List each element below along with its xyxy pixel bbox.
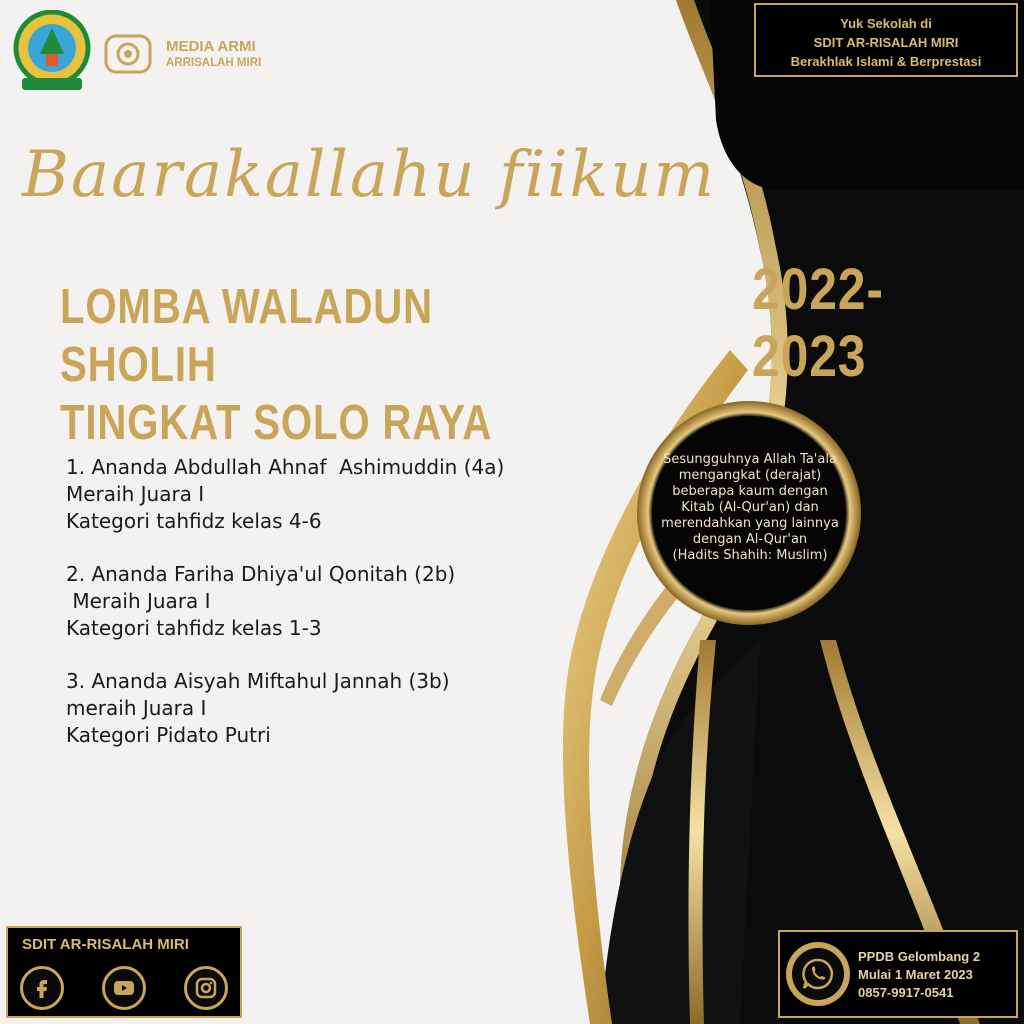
youtube-icon[interactable]: [102, 966, 146, 1010]
winner-category: Kategori tahfidz kelas 4-6: [66, 509, 322, 533]
quote-line-1: Sesungguhnya Allah Ta'ala: [663, 452, 837, 467]
ppdb-text: [858, 948, 980, 1002]
event-line-2: TINGKAT SOLO RAYA: [60, 396, 493, 450]
media-armi-text: [166, 38, 261, 72]
ppdb-line-1: PPDB Gelombang 2: [858, 949, 981, 964]
quote-line-3: beberapa kaum dengan: [672, 484, 828, 499]
list-item: [66, 561, 504, 642]
media-brand: MEDIA ARMI: [166, 38, 256, 55]
banner-line-1: Yuk Sekolah di: [840, 16, 932, 31]
year-label: 2022-2023: [752, 257, 884, 389]
ppdb-line-2: Mulai 1 Maret 2023: [858, 967, 973, 982]
winner-category: Kategori tahfidz kelas 1-3: [66, 616, 322, 640]
winner-rank: Meraih Juara I: [66, 589, 211, 613]
banner-line-2: SDIT AR-RISALAH MIRI: [813, 35, 959, 50]
whatsapp-icon[interactable]: [786, 942, 850, 1006]
ppdb-phone[interactable]: 0857-9917-0541: [858, 985, 954, 1000]
quote-line-2: mengangkat (derajat): [678, 468, 822, 483]
social-box: [6, 926, 242, 1018]
quote-line-5: merendahkan yang lainnya: [661, 516, 839, 531]
greeting-title: Baarakallahu fiikum: [22, 138, 717, 212]
event-title: [60, 278, 552, 452]
winner-name: 3. Ananda Aisyah Miftahul Jannah (3b): [66, 669, 450, 693]
top-banner: [754, 3, 1018, 77]
ppdb-box: [778, 930, 1018, 1018]
winner-rank: Meraih Juara I: [66, 482, 205, 506]
facebook-icon[interactable]: [20, 966, 64, 1010]
media-sub: ARRISALAH MIRI: [166, 57, 262, 69]
winner-rank: meraih Juara I: [66, 696, 207, 720]
winner-name: 1. Ananda Abdullah Ahnaf Ashimuddin (4a): [66, 455, 505, 479]
winner-name: 2. Ananda Fariha Dhiya'ul Qonitah (2b): [66, 562, 456, 586]
quote-line-6: dengan Al-Qur'an: [692, 532, 808, 547]
banner-line-3: Berakhlak Islami & Berprestasi: [790, 54, 982, 69]
winner-category: Kategori Pidato Putri: [66, 723, 271, 747]
media-armi-logo: [104, 34, 152, 74]
quote-line-4: Kitab (Al-Qur'an) dan: [681, 500, 819, 515]
instagram-icon[interactable]: [184, 966, 228, 1010]
school-logo: [12, 10, 92, 92]
event-line-1: LOMBA WALADUN SHOLIH: [60, 280, 433, 392]
hadith-quote: [640, 452, 860, 564]
winners-list: [66, 454, 504, 775]
quote-line-7: (Hadits Shahih: Muslim): [672, 548, 828, 563]
social-title: SDIT AR-RISALAH MIRI: [22, 936, 189, 953]
list-item: [66, 454, 504, 535]
list-item: [66, 668, 504, 749]
